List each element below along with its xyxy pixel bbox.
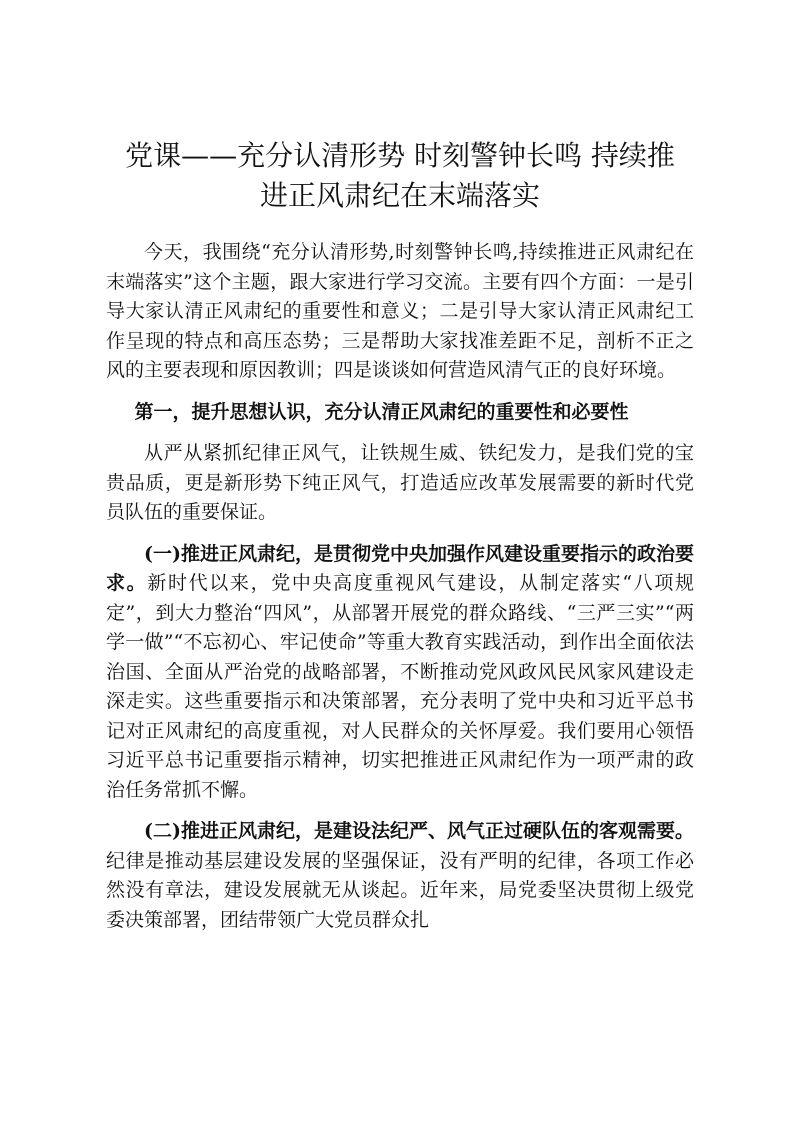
point-1-lead: (一)推进正风肃纪，是贯彻党中央加强作风建设重要指示的政治要求。 <box>106 542 694 594</box>
intro-paragraph: 今天，我围绕“充分认清形势,时刻警钟长鸣,持续推进正风肃纪在末端落实”这个主题，跟大家进行学习交流。主要有四个方面：一是引导大家认清正风肃纪的重要性和意义；二是引导大家认清正风肃纪工作呈现的特点和高压态势；三是帮助大家找准差距不足，剖析不正之风的主要表现和原因教训；四是谈谈如何营造风清气正的良好环境。 <box>106 241 694 381</box>
point-1-body: 新时代以来，党中央高度重视风气建设，从制定落实“八项规定”，到大力整治“四风”，从部署开展党的群众路线、“三严三实”“两学一做”“不忘初心、牢记使命”等重大教育实践活动，到作出全面依法治国、全面从严治党的战略部署，不断推动党风政风民风家风建设走深走实。这些重要指示和决策部署，充分表明了党中央和习近平总书记对正风肃纪的高度重视，对人民群众的关怀厚爱。我们要用心领悟习近平总书记重要指示精神，切实把推进正风肃纪作为一项严肃的政治任务常抓不懈。 <box>106 572 694 801</box>
section-1-paragraph: 从严从紧抓纪律正风气，让铁规生威、铁纪发力，是我们党的宝贵品质，更是新形势下纯正风气，打造适应改革发展需要的新时代党员队伍的重要保证。 <box>106 442 694 523</box>
document-title <box>106 136 694 216</box>
section-1-heading: 第一，提升思想认识，充分认清正风肃纪的重要性和必要性 <box>134 400 629 423</box>
point-1-paragraph <box>106 540 694 806</box>
title-line-1: 党课——充分认清形势 时刻警钟长鸣 持续推 <box>125 139 675 172</box>
point-2-body: 纪律是推动基层建设发展的坚强保证，没有严明的纪律，各项工作必然没有章法，建设发展就无从谈起。近年来，局党委坚决贯彻上级党委决策部署，团结带领广大党员群众扎 <box>106 849 694 931</box>
title-line-2: 进正风肃纪在末端落实 <box>259 179 540 212</box>
point-2-lead: (二)推进正风肃纪，是建设法纪严、风气正过硬队伍的客观需要。 <box>144 820 694 842</box>
point-2-paragraph <box>106 817 694 935</box>
document-page <box>106 136 694 947</box>
